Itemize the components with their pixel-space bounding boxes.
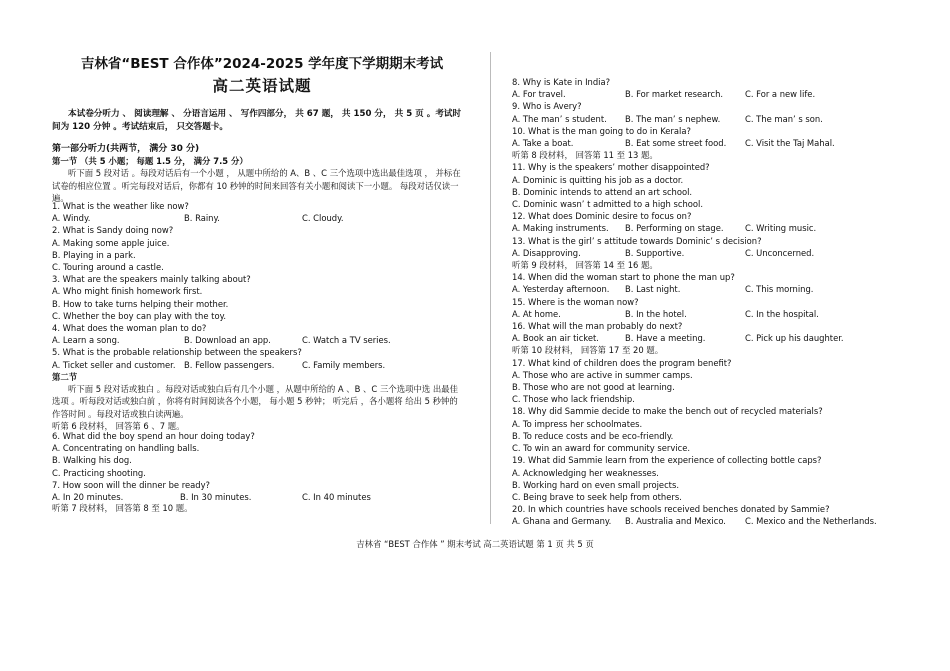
material-note-7-wrap <box>52 502 192 514</box>
answer-option: C. Touring around a castle. <box>52 262 164 273</box>
answer-option: B. Playing in a park. <box>52 249 136 260</box>
answer-option: C. Those who lack friendship. <box>512 394 635 405</box>
answer-options-row <box>512 113 890 125</box>
answer-option: C. For a new life. <box>745 89 816 100</box>
answer-option: B. Dominic intends to attend an art school. <box>512 186 693 197</box>
section1-instructions: 听下面 5 段对话 。每段对话后有一个小题 ， 从题中所给的 A、B 、C 三个选项中选出最佳选项 ， 并标在试卷的相应位置 。听完每段对话后，你都有 10 秒钟的时间来回答有关小题和阅读下一小题。 每段对话仅读一遍。 <box>52 168 461 203</box>
exam-title: 吉林省“BEST 合作体”2024-2025 学年度下学期期末考试 <box>80 56 444 72</box>
answer-options-row <box>512 247 890 259</box>
column-divider <box>490 52 491 524</box>
answer-option: A. Making some apple juice. <box>52 237 170 248</box>
answer-option: C. Pick up his daughter. <box>745 333 844 344</box>
answer-option: B. Fellow passengers. <box>184 359 275 370</box>
section2-header <box>52 371 466 432</box>
question-stem: 17. What kind of children does the program benefit? <box>512 357 732 368</box>
answer-option: B. In the hotel. <box>625 308 687 319</box>
question-stem: 4. What does the woman plan to do? <box>52 323 207 334</box>
questions-1-5 <box>52 200 432 371</box>
answer-option: C. Mexico and the Netherlands. <box>745 516 877 527</box>
part1-heading: 第一部分听力(共两节， 满分 30 分) <box>52 144 200 154</box>
answer-options-row <box>512 222 890 234</box>
questions-6-7 <box>52 430 432 503</box>
answer-options-row <box>52 212 432 224</box>
answer-option: A. At home. <box>512 308 561 319</box>
question-stem: 19. What did Sammie learn from the experience of collecting bottle caps? <box>512 455 822 466</box>
question-stem: 9. Who is Avery? <box>512 101 582 112</box>
answer-option: A. Those who are active in summer camps. <box>512 369 693 380</box>
material-note: 听第 9 段材料， 回答第 14 至 16 题。 <box>512 260 658 271</box>
answer-option: B. Australia and Mexico. <box>625 516 726 527</box>
answer-option: A. Yesterday afternoon. <box>512 284 610 295</box>
answer-options-row <box>512 137 890 149</box>
section2-heading: 第二节 <box>52 372 78 382</box>
answer-option: C. Being brave to seek help from others. <box>512 491 682 502</box>
answer-options-row <box>512 332 890 344</box>
answer-option: A. Who might finish homework first. <box>52 286 203 297</box>
question-stem: 15. Where is the woman now? <box>512 296 639 307</box>
answer-option: A. Acknowledging her weaknesses. <box>512 467 659 478</box>
answer-options-row <box>52 359 432 371</box>
answer-option: B. Have a meeting. <box>625 333 706 344</box>
answer-option: B. Supportive. <box>625 247 685 258</box>
answer-option: C. Unconcerned. <box>745 247 815 258</box>
answer-option: A. Ticket seller and customer. <box>52 359 176 370</box>
answer-options-row <box>512 283 890 295</box>
answer-option: B. In 30 minutes. <box>180 492 252 503</box>
answer-option: B. To reduce costs and be eco-friendly. <box>512 430 674 441</box>
answer-option: B. How to take turns helping their mother. <box>52 298 229 309</box>
answer-option: C. Family members. <box>302 359 386 370</box>
question-stem: 2. What is Sandy doing now? <box>52 225 174 236</box>
question-stem: 14. When did the woman start to phone the man up? <box>512 272 735 283</box>
answer-option: A. In 20 minutes. <box>52 492 124 503</box>
answer-option: A. To impress her schoolmates. <box>512 418 643 429</box>
exam-instructions: 本试卷分听力 、 阅读理解 、 分语言运用 、 写作四部分， 共 67 题， 共 150 分， 共 5 页 。考试时 间为 120 分钟 。考试结束后， 只交答题卡。 <box>52 109 462 132</box>
answer-option: C. This morning. <box>745 284 814 295</box>
answer-options-row <box>512 88 890 100</box>
material-note: 听第 8 段材料， 回答第 11 至 13 题。 <box>512 150 658 161</box>
answer-option: B. Walking his dog. <box>52 455 132 466</box>
answer-option: C. Dominic wasn’ t admitted to a high school. <box>512 199 703 210</box>
question-stem: 20. In which countries have schools received benches donated by Sammie? <box>512 504 830 515</box>
question-stem: 8. Why is Kate in India? <box>512 77 611 87</box>
answer-options-row <box>512 515 890 527</box>
question-stem: 6. What did the boy spend an hour doing today? <box>52 431 255 441</box>
answer-option: C. In 40 minutes <box>302 492 371 503</box>
answer-option: C. Writing music. <box>745 223 817 234</box>
answer-options-row <box>52 334 432 346</box>
answer-option: A. Take a boat. <box>512 138 574 149</box>
question-stem: 10. What is the man going to do in Kerala? <box>512 125 691 136</box>
answer-option: C. To win an award for community service. <box>512 443 691 454</box>
question-stem: 18. Why did Sammie decide to make the bench out of recycled materials? <box>512 406 823 417</box>
questions-8-20 <box>512 76 890 528</box>
question-stem: 16. What will the man probably do next? <box>512 321 683 332</box>
section1-heading: 第一节 （共 5 小题； 每题 1.5 分， 满分 7.5 分） <box>52 156 248 167</box>
material-note: 听第 10 段材料， 回答第 17 至 20 题。 <box>512 345 664 356</box>
question-stem: 13. What is the girl’ s attitude towards Dominic’ s decision? <box>512 235 762 246</box>
answer-option: C. Visit the Taj Mahal. <box>745 138 835 149</box>
answer-option: A. For travel. <box>512 89 566 100</box>
answer-options-row <box>512 308 890 320</box>
answer-option: B. Eat some street food. <box>625 138 727 149</box>
answer-option: A. Windy. <box>52 213 91 224</box>
answer-option: A. Book an air ticket. <box>512 333 599 344</box>
exam-subject-title: 高二英语试题 <box>212 77 312 95</box>
answer-option: B. Working hard on even small projects. <box>512 479 679 490</box>
part1-header <box>52 143 466 204</box>
answer-option: B. Last night. <box>625 284 681 295</box>
answer-option: C. Watch a TV series. <box>302 335 391 346</box>
answer-option: C. Cloudy. <box>302 213 344 224</box>
answer-option: A. Learn a song. <box>52 335 120 346</box>
question-stem: 5. What is the probable relationship between the speakers? <box>52 347 302 358</box>
answer-option: A. Dominic is quitting his job as a doctor. <box>512 174 684 185</box>
answer-option: C. Practicing shooting. <box>52 467 146 478</box>
page-footer: 吉林省 “BEST 合作体 ” 期末考试 高二英语试题 第 1 页 共 5 页 <box>356 539 594 549</box>
answer-option: A. Ghana and Germany. <box>512 516 612 527</box>
question-stem: 1. What is the weather like now? <box>52 201 189 211</box>
material-note-7: 听第 7 段材料， 回答第 8 至 10 题。 <box>52 503 193 513</box>
answer-option: A. Concentrating on handling balls. <box>52 443 200 454</box>
question-stem: 7. How soon will the dinner be ready? <box>52 479 210 490</box>
answer-option: A. The man’ s student. <box>512 113 607 124</box>
question-stem: 3. What are the speakers mainly talking about? <box>52 274 251 285</box>
answer-option: B. For market research. <box>625 89 724 100</box>
answer-option: B. Rainy. <box>184 213 220 224</box>
answer-option: B. Download an app. <box>184 335 271 346</box>
answer-option: C. In the hospital. <box>745 308 819 319</box>
answer-option: B. The man’ s nephew. <box>625 113 721 124</box>
section2-instructions: 听下面 5 段对话或独白 。每段对话或独白后有几个小题 ，从题中所给的 A 、B 、C 三个选项中选 出最佳选项 。听每段对话或独白前 ，你将有时间阅读各个小题， 每小题 5 秒钟； 听完后 ，各小题将 给出 5 秒钟的作答时间 。每段对话或独白读两遍。 <box>52 384 458 419</box>
question-stem: 11. Why is the speakers’ mother disappointed? <box>512 162 710 173</box>
answer-option: A. Disapproving. <box>512 247 581 258</box>
answer-option: A. Making instruments. <box>512 223 609 234</box>
material-note-6: 听第 6 段材料， 回答第 6 、7 题。 <box>52 420 185 431</box>
answer-option: C. Whether the boy can play with the toy. <box>52 310 226 321</box>
answer-option: B. Those who are not good at learning. <box>512 382 675 393</box>
answer-option: B. Performing on stage. <box>625 223 724 234</box>
question-stem: 12. What does Dominic desire to focus on? <box>512 211 692 222</box>
answer-option: C. The man’ s son. <box>745 113 823 124</box>
